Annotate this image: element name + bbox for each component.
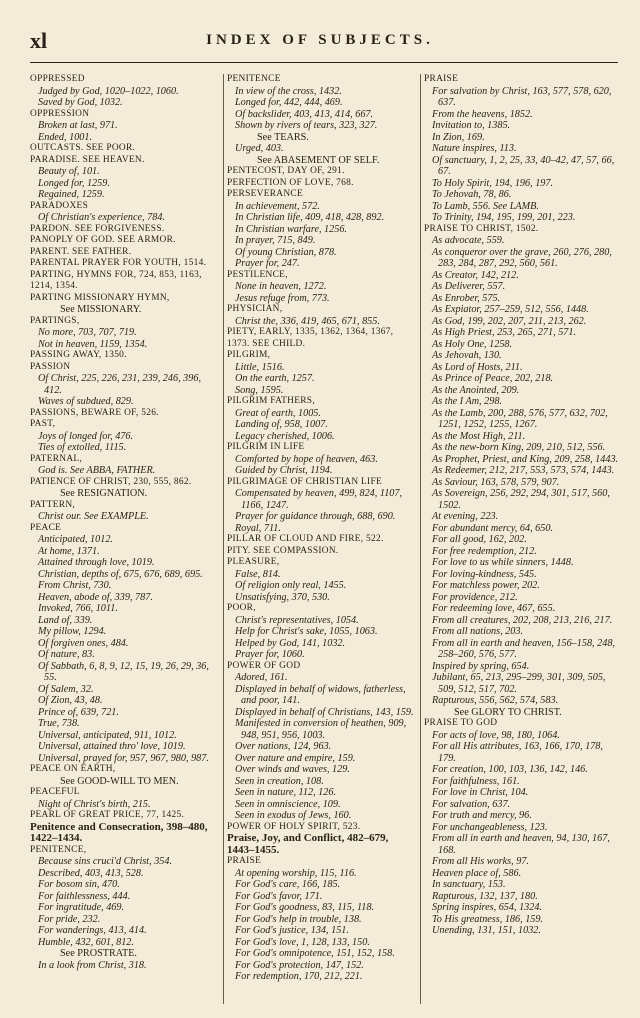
index-entry: To Lamb, 556. See LAMB. [432,200,539,212]
index-entry: PARTING, HYMNS FOR, 724, 853, 1163, 1214, 1354. [30,269,202,291]
index-entry: PLEASURE, [227,557,280,567]
column-divider [223,74,224,1004]
index-entry: For free redemption, 212. [432,545,537,557]
index-entry: PRAISE [424,74,459,84]
index-entry: To His greatness, 186, 159. [432,913,544,925]
index-entry: See MISSIONARY. [60,304,142,315]
index-entry: In achievement, 572. [235,200,320,212]
index-entry: Longed for, 442, 444, 469. [235,97,343,108]
index-entry: Heaven, abode of, 339, 787. [38,591,153,603]
index-entry: Seen in creation, 108. [235,775,324,787]
index-entry: PRAISE [227,856,262,866]
index-entry: Great of earth, 1005. [235,407,321,419]
index-entry: In view of the cross, 1432. [235,85,342,97]
index-entry: Of sanctuary, 1, 2, 25, 33, 40–42, 47, 57, 66, 67. [432,154,615,177]
index-entry: Song, 1595. [235,384,284,396]
index-entry: As Redeemer, 212, 217, 553, 573, 574, 1443. [432,465,615,476]
header-rule [30,62,618,63]
index-entry: For God's help in trouble, 138. [235,913,362,925]
index-entry: Of Salem, 32. [38,683,94,695]
index-entry: As the Anointed, 209. [432,384,520,396]
index-entry: As Saviour, 163, 578, 579, 907. [432,476,560,488]
index-entry: Compensated by heaven, 499, 824, 1107, 1166, 1247. [235,488,403,511]
index-entry: None in heaven, 1272. [235,281,327,292]
index-entry: Help for Christ's sake, 1055, 1063. [235,626,378,637]
index-entry: POWER OF GOD [227,660,301,671]
index-entry: PASSING AWAY, 1350. [30,350,127,360]
index-entry: Beauty of, 101. [38,166,100,177]
index-entry: Christ's representatives, 1054. [235,614,359,626]
index-entry: PASSION [30,361,71,372]
index-entry: PARTINGS, [30,315,80,326]
index-entry: Land of, 339. [38,614,93,626]
index-entry: Over nations, 124, 963. [235,741,332,752]
index-entry: Seen in exodus of Jews, 160. [235,810,352,821]
index-entry: Prayer for guidance through, 688, 690. [235,511,396,522]
index-entry: As the new-born King, 209, 210, 512, 556. [432,442,606,453]
index-entry: For ingratitude, 469. [38,902,125,913]
index-entry: See PROSTRATE. [60,948,137,959]
index-entry: As God, 199, 202, 207, 211, 213, 262. [432,315,587,327]
index-entry: Over winds and waves, 129. [235,764,350,775]
index-entry: POWER OF HOLY SPIRIT, 523. [227,821,361,832]
index-entry: For salvation by Christ, 163, 577, 578, 620, 637. [432,85,612,108]
index-entry: Jubilant, 65, 213, 295–299, 301, 309, 505, 509, 512, 517, 702. [432,672,606,695]
index-entry: As Enrober, 575. [432,292,501,304]
index-entry: Waves of subdued, 829. [38,396,134,407]
page-number: xl [30,28,48,53]
index-entry: PILLAR OF CLOUD AND FIRE, 522. [227,534,384,544]
index-entry: For God's care, 166, 185. [235,879,341,890]
index-entry: Because sins cruci'd Christ, 354. [38,856,173,867]
index-column-2 [227,74,417,1004]
index-entry: For all good, 162, 202. [432,534,527,545]
index-entry: Royal, 711. [235,522,281,534]
index-entry: Of Christian's experience, 784. [38,212,165,223]
index-entry: Universal, prayed for, 957, 967, 980, 987. [38,752,209,764]
index-entry: Of forgiven ones, 484. [38,637,129,649]
index-entry: Of Christ, 225, 226, 231, 239, 246, 396, 412. [38,373,202,396]
index-entry: OPPRESSED [30,74,85,84]
index-column-1 [30,74,220,1004]
index-entry: For wanderings, 413, 414. [38,925,147,936]
index-entry: See ABASEMENT OF SELF. [257,154,380,166]
index-entry: PEACE [30,522,62,533]
index-entry: For truth and mercy, 96. [432,810,532,821]
index-entry: At home, 1371. [38,545,100,557]
index-entry: See GLORY TO CHRIST. [454,706,562,718]
index-entry: Displayed in behalf of Christians, 143, 159. [235,706,414,718]
index-entry: From all His works, 97. [432,856,529,867]
index-entry: For God's justice, 134, 151. [235,925,349,936]
index-entry: PENITENCE [227,74,281,84]
index-entry: For redemption, 170, 212, 221. [235,971,363,982]
index-entry: Night of Christ's birth, 215. [38,798,151,810]
index-entry: As Jehovah, 130. [432,350,502,361]
index-entry: PATIENCE OF CHRIST, 230, 555, 862. [30,476,192,487]
index-entry: As Prince of Peace, 202, 218. [432,373,554,384]
index-entry: Unsatisfying, 370, 530. [235,591,330,603]
index-entry: Displayed in behalf of widows, fatherless, and poor, 141. [235,683,406,706]
index-entry: For God's love, 1, 128, 133, 150. [235,936,370,948]
index-entry: PARTING MISSIONARY HYMN, [30,292,170,303]
index-entry: For all His attributes, 163, 166, 170, 178, 179. [432,741,603,764]
index-entry: My pillow, 1294. [38,626,107,637]
index-entry: For love in Christ, 104. [432,787,529,798]
index-entry: Seen in nature, 112, 126. [235,787,337,798]
index-entry: As Sovereign, 256, 292, 294, 301, 517, 560, 1502. [432,488,610,511]
index-entry: PARDON. SEE FORGIVENESS. [30,223,165,234]
index-entry: Universal, attained thro' love, 1019. [38,741,186,752]
index-entry: PATTERN, [30,499,76,510]
index-entry: As Deliverer, 557. [432,281,506,292]
index-entry: Ended, 1001. [38,131,93,143]
index-entry: PEACE ON EARTH, [30,764,116,774]
index-entry: Christian, depths of, 675, 676, 689, 695. [38,568,203,580]
index-entry: In Zion, 169. [432,131,485,143]
index-entry: PARENT. SEE FATHER. [30,246,132,257]
index-entry: As Expiator, 257–259, 512, 556, 1448. [432,304,589,315]
index-entry: For unchangeableness, 123. [432,821,548,833]
index-entry: Of Sabbath, 6, 8, 9, 12, 15, 19, 26, 29, 36, 55. [38,660,209,683]
index-entry: From Christ, 730. [38,580,112,591]
index-entry: Heaven place of, 586. [432,867,522,879]
index-entry: Urged, 403. [235,143,284,154]
index-entry: Adored, 161. [235,672,288,683]
index-entry: PARADOXES [30,200,89,211]
index-entry: Joys of longed for, 476. [38,430,134,442]
index-entry: Guided by Christ, 1194. [235,465,333,476]
index-entry: In Christian life, 409, 418, 428, 892. [235,212,385,223]
index-entry: PHYSICIAN, [227,304,283,314]
index-entry: Christ our. See EXAMPLE. [38,511,149,522]
index-entry: No more, 703, 707, 719. [38,327,137,338]
index-entry: For God's omnipotence, 151, 152, 158. [235,948,395,959]
index-entry: Christ the, 336, 419, 465, 671, 855. [235,315,380,327]
index-entry: Humble, 432, 601, 812. [38,936,134,948]
index-entry: For providence, 212. [432,591,518,603]
index-entry: For love to us while sinners, 1448. [432,557,574,568]
index-entry: PENTECOST, DAY OF, 291. [227,166,345,176]
index-entry: Helped by God, 141, 1032. [235,637,346,649]
index-entry: PILGRIM IN LIFE [227,442,305,452]
index-entry: Praise, Joy, and Conflict, 482–679, 1443–1455. [227,832,389,856]
index-entry: As conqueror over the grave, 260, 276, 280, 283, 284, 287, 292, 560, 561. [432,246,612,269]
index-entry: Ties of extolled, 1115. [38,442,127,453]
index-entry: Described, 403, 413, 528. [38,867,144,879]
index-entry: As advocate, 559. [432,235,505,246]
index-entry: Prayer for, 1060. [235,649,305,660]
index-entry: For faithlessness, 444. [38,890,131,902]
index-entry: Rapturous, 132, 137, 180. [432,890,538,902]
index-entry: Of young Christian, 878. [235,246,337,258]
index-entry: As High Priest, 253, 265, 271, 571. [432,327,577,338]
index-entry: Jesus refuge from, 773. [235,292,330,304]
index-entry: PITY. SEE COMPASSION. [227,545,339,556]
index-entry: See TEARS. [257,131,309,143]
index-entry: Invitation to, 1385. [432,120,511,131]
column-divider [420,74,421,1004]
index-entry: From all nations, 203. [432,626,524,637]
index-entry: For pride, 232. [38,913,101,925]
index-entry: PATERNAL, [30,453,83,464]
index-entry: For salvation, 637. [432,798,511,810]
index-entry: Universal, anticipated, 911, 1012. [38,729,177,741]
index-entry: Prince of, 639, 721. [38,706,119,718]
index-entry: As the Lamb, 200, 288, 576, 577, 632, 702, 1251, 1252, 1255, 1267. [432,407,608,430]
index-entry: PENITENCE, [30,844,87,855]
index-entry: PRAISE TO GOD [424,718,498,728]
index-entry: For faithfulness, 161. [432,775,520,787]
index-entry: As the Most High, 211. [432,430,526,442]
index-entry: True, 738. [38,718,80,729]
index-entry: Invoked, 766, 1011. [38,603,118,614]
index-entry: Unending, 131, 151, 1032. [432,925,541,936]
index-entry: PAST, [30,419,56,429]
index-entry: Of backslider, 403, 413, 414, 667. [235,108,374,120]
index-entry: At evening, 223. [432,511,499,522]
index-entry: To Holy Spirit, 194, 196, 197. [432,177,554,189]
index-entry: Spring inspires, 654, 1324. [432,902,542,913]
index-entry: Attained through love, 1019. [38,557,155,568]
index-entry: See GOOD-WILL TO MEN. [60,775,179,787]
index-entry: For abundant mercy, 64, 650. [432,522,554,534]
index-entry: Of nature, 83. [38,649,95,660]
index-entry: Broken at last, 971. [38,120,118,131]
index-entry: PIETY, EARLY, 1335, 1362, 1364, 1367, 1373. SEE CHILD. [227,327,394,349]
index-entry: Not in heaven, 1159, 1354. [38,338,148,350]
index-entry: PERSEVERANCE [227,189,304,199]
index-entry: See RESIGNATION. [60,488,148,499]
index-entry: In sanctuary, 153. [432,879,506,890]
index-entry: For matchless power, 202. [432,580,540,591]
index-entry: PANOPLY OF GOD. SEE ARMOR. [30,235,176,245]
index-entry: Anticipated, 1012. [38,534,113,545]
page-title: INDEX OF SUBJECTS. [206,32,434,48]
index-entry: Of religion only real, 1455. [235,580,347,591]
index-entry: Seen in omniscience, 109. [235,798,341,810]
index-entry: Longed for, 1259. [38,177,110,189]
index-entry: From all creatures, 202, 208, 213, 216, 217. [432,614,613,626]
index-entry: Saved by God, 1032. [38,97,123,108]
index-entry: PARADISE. SEE HEAVEN. [30,154,145,165]
index-entry: For acts of love, 98, 180, 1064. [432,729,560,741]
index-entry: Judged by God, 1020–1022, 1060. [38,85,179,97]
index-entry: PILGRIM FATHERS, [227,396,315,406]
index-entry: PARENTAL PRAYER FOR YOUTH, 1514. [30,258,207,268]
index-entry: Shown by rivers of tears, 323, 327. [235,120,378,131]
index-columns [30,74,620,1004]
index-entry: For loving-kindness, 545. [432,568,537,580]
index-entry: POOR, [227,603,256,613]
index-entry: OUTCASTS. SEE POOR. [30,143,136,153]
index-entry: Penitence and Consecration, 398–480, 1422–1434. [30,820,208,844]
index-entry: Manifested in conversion of heathen, 909, 948, 951, 956, 1003. [235,718,407,741]
index-entry: God is. See ABBA, FATHER. [38,465,156,476]
index-entry: PEARL OF GREAT PRICE, 77, 1425. [30,810,185,820]
index-entry: Inspired by spring, 654. [432,660,530,672]
index-entry: At opening worship, 115, 116. [235,867,357,879]
index-entry: OPPRESSION [30,108,90,119]
index-entry: Nature inspires, 113. [432,143,517,154]
index-entry: PASSIONS, BEWARE OF, 526. [30,407,159,418]
index-entry: As Prophet, Priest, and King, 209, 258, 1443. [432,453,619,465]
index-entry: Landing of, 958, 1007. [235,419,328,430]
index-entry: As Lord of Hosts, 211. [432,361,523,373]
index-entry: In Christian warfare, 1256. [235,223,347,235]
index-entry: Comforted by hope of heaven, 463. [235,453,378,465]
index-column-3 [424,74,620,1004]
index-entry: Legacy cherished, 1006. [235,430,335,442]
index-entry: Over nature and empire, 159. [235,752,356,764]
index-entry: PEACEFUL [30,787,80,797]
index-entry: PESTILENCE, [227,269,288,280]
index-entry: Of Zion, 43, 48. [38,695,103,706]
index-entry: PRAISE TO CHRIST, 1502. [424,223,539,234]
index-entry: As Holy One, 1258. [432,338,513,350]
page-header [30,28,610,54]
index-entry: PILGRIM, [227,350,271,360]
index-entry: For creation, 100, 103, 136, 142, 146. [432,764,588,775]
index-entry: To Jehovah, 78, 86. [432,189,512,200]
index-entry: Little, 1516. [235,361,285,373]
index-entry: Regained, 1259. [38,189,105,200]
index-entry: PERFECTION OF LOVE, 768. [227,177,354,188]
index-entry: PILGRIMAGE OF CHRISTIAN LIFE [227,476,383,487]
index-entry: From all in earth and heaven, 94, 130, 167, 168. [432,833,610,856]
index-entry: For God's goodness, 83, 115, 118. [235,902,375,913]
index-entry: To Trinity, 194, 195, 199, 201, 223. [432,212,576,223]
index-entry: False, 814. [235,568,281,580]
index-entry: From all in earth and heaven, 156–158, 248, 258–260, 576, 577. [432,637,615,660]
index-entry: From the heavens, 1852. [432,108,533,120]
index-entry: For bosom sin, 470. [38,879,120,890]
index-entry: In a look from Christ, 318. [38,959,147,971]
index-entry: As Creator, 142, 212. [432,269,519,281]
index-entry: For God's favor, 171. [235,890,323,902]
index-entry: Prayer for, 247. [235,258,300,269]
index-entry: Rapturous, 556, 562, 574, 583. [432,695,559,706]
index-entry: For God's protection, 147, 152. [235,959,364,971]
index-entry: On the earth, 1257. [235,373,315,384]
index-entry: As the I Am, 298. [432,396,502,407]
index-entry: In prayer, 715, 849. [235,235,316,246]
index-entry: For redeeming love, 467, 655. [432,603,556,614]
